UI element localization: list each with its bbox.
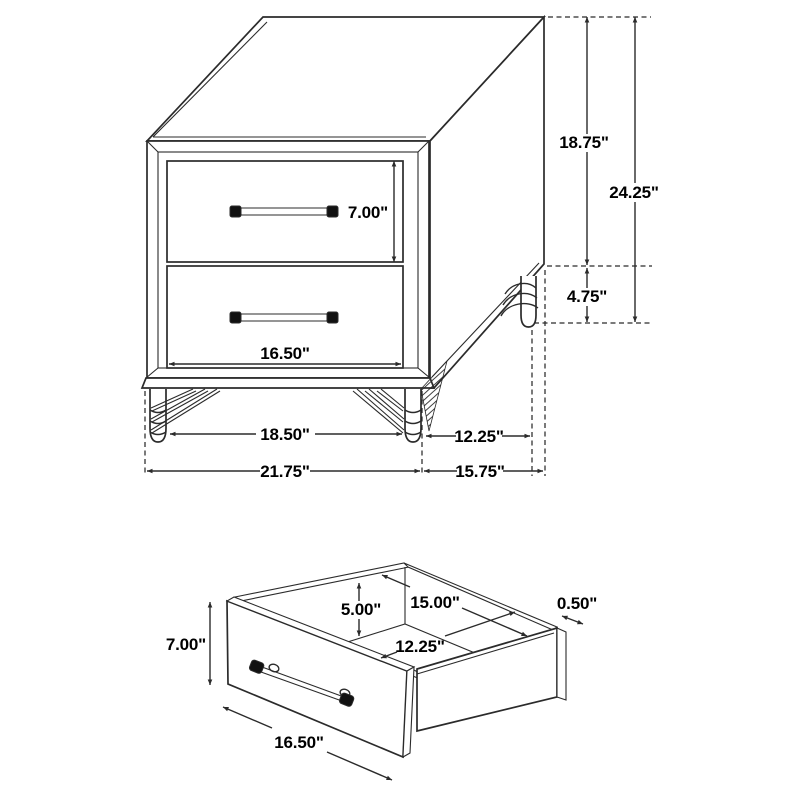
left-wall-top-rim [235,563,409,601]
dim-label-inner-depth: 12.25" [395,637,445,656]
dim-overall-width [147,462,420,481]
dim-wall-thickness [557,594,597,624]
handle-end-cap [327,206,338,217]
dim-label-leg-height: 4.75" [566,287,608,306]
dim-label-side-leg-span: 12.25" [454,427,504,446]
dim-front-height [166,602,210,685]
nightstand-figure [142,17,659,481]
dim-front-leg-span [170,425,402,444]
dim-label-overall-width: 21.75" [260,462,310,481]
dim-total-height [609,17,658,322]
dim-label-total-height: 24.25" [609,183,659,202]
dim-label-inner-width: 15.00" [410,593,460,612]
handle-end-cap [327,312,338,323]
nightstand-base-strip [142,378,434,388]
dim-label-front-leg-span: 18.50" [260,425,310,444]
dim-label-upper-case-height: 18.75" [559,133,609,152]
dim-side-leg-span [426,427,530,446]
handle-end-cap [230,312,241,323]
dim-label-overall-depth: 15.75" [455,462,505,481]
dim-label-drawer-front-width: 16.50" [260,344,310,363]
dim-upper-case-height [559,17,608,265]
dim-overall-depth [424,462,543,481]
back-wall-thickness-strip [557,628,566,700]
dim-label-front-height: 7.00" [165,635,206,654]
drawer-figure [166,563,597,780]
dim-label-inner-height: 5.00" [340,600,382,619]
dim-label-wall-thickness: 0.50" [556,594,598,613]
handle-end-cap [230,206,241,217]
dim-inner-height [341,583,381,636]
dim-leg-height [567,268,607,322]
dim-label-front-width: 16.50" [274,733,324,752]
dim-label-drawer-front-height: 7.00" [347,203,388,222]
